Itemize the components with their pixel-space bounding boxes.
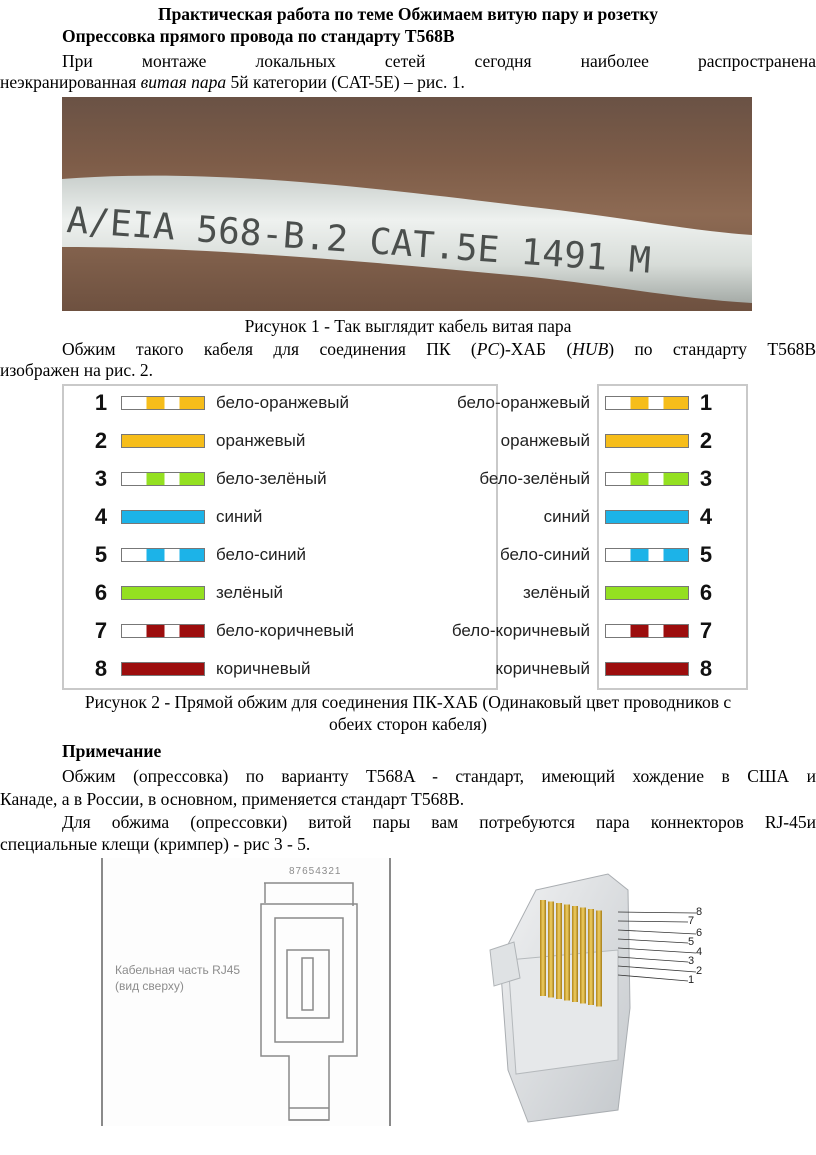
pin-number: 5 (699, 542, 713, 567)
paragraph-2-line-1 (62, 339, 816, 359)
text-run: )-ХАБ ( (499, 339, 573, 359)
wiring-row-right (599, 540, 744, 570)
pin-number: 5 (94, 542, 108, 567)
wire-color-label: бело-синий (216, 545, 307, 564)
gold-contact-pin (548, 902, 554, 998)
rj45-drawing-label-2: (вид сверху) (115, 979, 184, 993)
word: сегодня (474, 51, 532, 71)
wire-color-label-hub: бело-зелёный (479, 469, 590, 488)
pin-number: 4 (699, 504, 713, 529)
paragraph-1-line-2 (0, 72, 465, 92)
pin-number: 7 (94, 618, 108, 643)
italic-term: HUB (572, 339, 609, 359)
note-line-1: Обжим (опрессовка) по варианту T568A - стандарт, имеющий хождение в США и (62, 766, 816, 786)
wire-color-label: оранжевый (216, 431, 306, 450)
gold-contact-pin (588, 909, 594, 1005)
solid-wire-swatch (121, 586, 205, 600)
gold-contact-pin (572, 906, 578, 1002)
wiring-row-right (599, 426, 744, 456)
paragraph-3-line-1: Для обжима (опрессовки) витой пары вам потребуются пара коннекторов RJ-45и (62, 812, 816, 832)
word: наиболее (580, 51, 649, 71)
note-heading: Примечание (62, 741, 162, 761)
pin-leader-line (618, 930, 696, 934)
striped-wire-swatch (605, 396, 689, 410)
striped-wire-swatch (121, 548, 205, 562)
solid-wire-swatch (605, 434, 689, 448)
figure-1-caption: Рисунок 1 - Так выглядит кабель витая пара (244, 316, 572, 336)
paragraph-2-line-2: изображен на рис. 2. (0, 360, 153, 380)
wire-color-label-hub: бело-синий (499, 545, 590, 564)
word: распространена (698, 51, 816, 71)
pin-number: 4 (94, 504, 108, 529)
wire-color-label: синий (216, 507, 263, 526)
italic-term: PC (476, 339, 500, 359)
rj45-top-view-drawing (101, 858, 391, 1126)
solid-wire-swatch (605, 586, 689, 600)
pin-leader-line (618, 912, 696, 913)
pin-number: 6 (94, 580, 108, 605)
wire-color-label: бело-коричневый (216, 621, 355, 640)
wire-color-label-hub: бело-оранжевый (457, 393, 590, 412)
wire-color-label-hub: коричневый (495, 659, 590, 678)
striped-wire-swatch (121, 624, 205, 638)
striped-wire-swatch (121, 472, 205, 486)
wire-color-label: бело-зелёный (216, 469, 327, 488)
wiring-row-right (599, 388, 744, 418)
striped-wire-swatch (605, 472, 689, 486)
pin-label: 3 (688, 955, 695, 967)
figure-2-caption-line-1: Рисунок 2 - Прямой обжим для соединения ПК-ХАБ (Одинаковый цвет проводников с (84, 692, 732, 712)
wiring-row-right (599, 616, 744, 646)
pin-number: 3 (94, 466, 108, 491)
pin-label: 2 (696, 965, 703, 977)
doc-subtitle: Опрессовка прямого провода по стандарту T568B (62, 26, 455, 46)
pin-label: 4 (696, 946, 703, 958)
pin-number: 2 (94, 428, 108, 453)
doc-title: Практическая работа по теме Обжимаем витую пару и розетку (157, 4, 659, 24)
rj45-pin-numbers: 87654321 (289, 866, 342, 877)
cable-print-text: A/EIA 568-B.2 CAT.5E 1491 M (65, 200, 653, 282)
rj45-drawing-label-1: Кабельная часть RJ45 (115, 963, 241, 977)
pin-label: 8 (696, 906, 703, 918)
pin-number: 1 (94, 390, 108, 415)
solid-wire-swatch (121, 434, 205, 448)
pin-number: 3 (699, 466, 713, 491)
wire-color-label-hub: зелёный (523, 583, 590, 602)
note-line-2: Канаде, а в России, в основном, применяется стандарт T568B. (0, 789, 465, 809)
wiring-row-right (599, 502, 744, 532)
solid-wire-swatch (605, 662, 689, 676)
wiring-row-right (599, 654, 744, 684)
striped-wire-swatch (605, 548, 689, 562)
striped-wire-swatch (605, 624, 689, 638)
pin-number: 8 (699, 656, 713, 681)
striped-wire-swatch (121, 396, 205, 410)
rj45-connector-photo (468, 860, 718, 1130)
pin-number: 8 (94, 656, 108, 681)
word: монтаже (141, 51, 207, 71)
word: сетей (384, 51, 426, 71)
word: локальных (255, 51, 336, 71)
pin-number: 1 (699, 390, 713, 415)
pin-label: 6 (696, 927, 703, 939)
wiring-row-right (599, 578, 744, 608)
pin-label: 7 (688, 915, 695, 927)
gold-contact-pin (564, 905, 570, 1001)
solid-wire-swatch (121, 662, 205, 676)
wire-color-label: бело-оранжевый (216, 393, 349, 412)
wire-color-label: коричневый (216, 659, 311, 678)
wire-color-label-hub: бело-коричневый (451, 621, 590, 640)
pin-label: 5 (688, 936, 695, 948)
wiring-row-right (599, 464, 744, 494)
pin-number: 6 (699, 580, 713, 605)
gold-contact-pin (556, 903, 562, 999)
twisted-pair-cable-photo (62, 97, 752, 311)
wiring-table-hub-side (597, 384, 748, 690)
gold-contact-pin (580, 908, 586, 1004)
text-run: ) по стандарту T568B (608, 339, 816, 359)
wire-color-label-hub: синий (543, 507, 590, 526)
text-run: неэкранированная (0, 72, 141, 92)
pin-number: 7 (699, 618, 713, 643)
gold-contact-pin (540, 900, 546, 996)
text-run: Обжим такого кабеля для соединения ПК ( (62, 339, 477, 359)
paragraph-3-line-2: специальные клещи (кримпер) - рис 3 - 5. (0, 834, 311, 854)
wire-color-label: зелёный (216, 583, 283, 602)
solid-wire-swatch (605, 510, 689, 524)
pin-label: 1 (688, 974, 695, 986)
figure-2-caption-line-2: обеих сторон кабеля) (329, 714, 487, 734)
italic-term: витая пара (140, 72, 227, 92)
text-run: 5й категории (CAT-5E) – рис. 1. (226, 72, 465, 92)
word: При (62, 51, 93, 71)
wire-color-label-hub: оранжевый (500, 431, 590, 450)
pin-leader-line (618, 948, 696, 953)
solid-wire-swatch (121, 510, 205, 524)
paragraph-1-line-1 (62, 51, 816, 71)
gold-contact-pin (596, 911, 602, 1007)
pin-number: 2 (699, 428, 713, 453)
